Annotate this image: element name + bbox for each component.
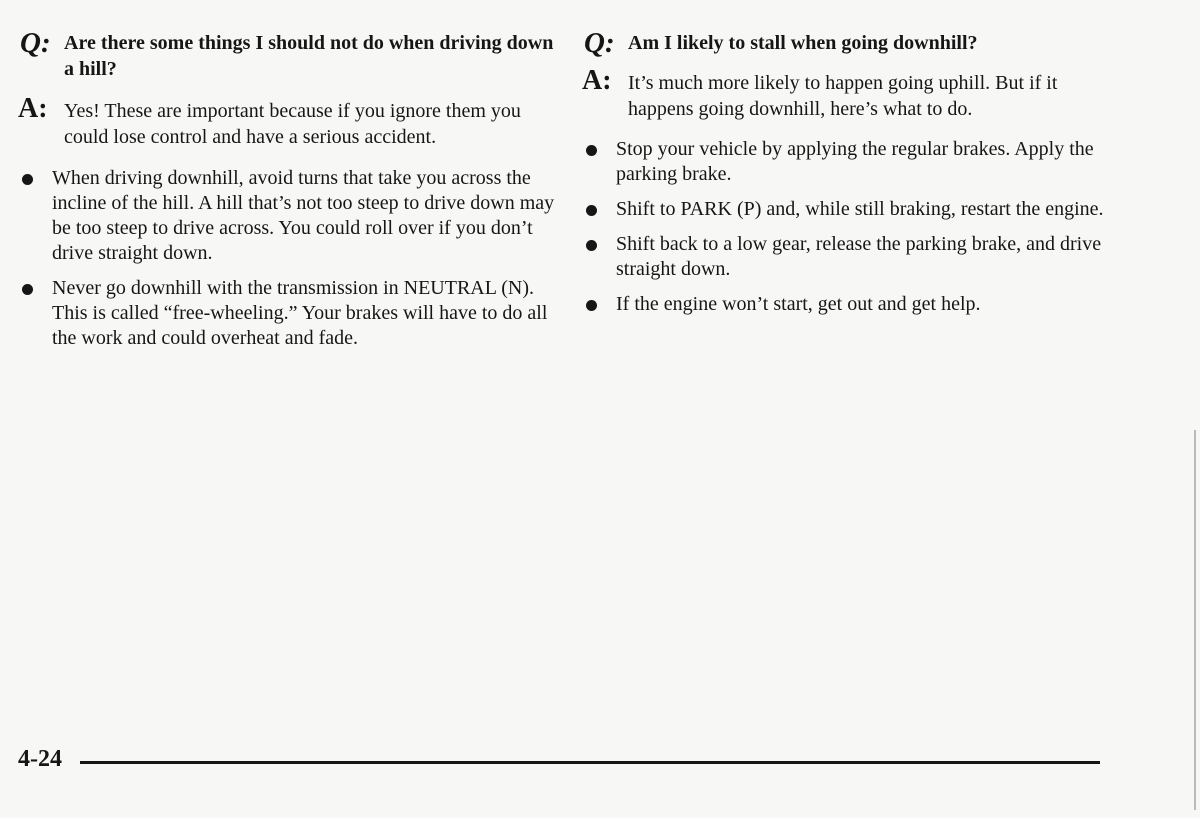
question-block: [18, 27, 558, 82]
page-footer: [18, 744, 1100, 774]
bullet-icon: [586, 300, 597, 311]
left-column: [18, 27, 558, 361]
bullet-item: [582, 232, 1122, 282]
bullet-text: If the engine won’t start, get out and get help.: [616, 293, 981, 315]
bullet-item: [582, 197, 1122, 222]
bullet-item: [582, 137, 1122, 187]
page-number: 4-24: [18, 746, 62, 772]
answer-marker: A:: [18, 93, 48, 124]
bullet-list: [582, 137, 1122, 317]
question-block: [582, 27, 1122, 59]
answer-block: [18, 93, 558, 150]
right-column: [582, 27, 1122, 327]
bullet-item: [18, 166, 558, 266]
question-text: Are there some things I should not do when driving down a hill?: [64, 32, 554, 80]
answer-text: Yes! These are important because if you ignore them you could lose control and have a serious accident.: [64, 100, 521, 148]
bullet-icon: [586, 145, 597, 156]
question-marker: Q:: [20, 27, 51, 59]
bullet-text: Stop your vehicle by applying the regular brakes. Apply the parking brake.: [616, 138, 1094, 185]
bullet-icon: [586, 240, 597, 251]
answer-marker: A:: [582, 65, 612, 96]
bullet-text: When driving downhill, avoid turns that take you across the incline of the hill. A hill that’s not too steep to drive down may be too steep to drive across. You could roll over if you don’t drive straight down.: [52, 167, 555, 264]
bullet-text: Shift back to a low gear, release the parking brake, and drive straight down.: [616, 233, 1102, 280]
answer-text: It’s much more likely to happen going uphill. But if it happens going downhill, here’s what to do.: [628, 72, 1058, 120]
scan-edge-mark: [1194, 430, 1196, 810]
bullet-text: Never go downhill with the transmission in NEUTRAL (N). This is called “free-wheeling.” Your brakes will have to do all the work and could overheat and fade.: [52, 277, 548, 349]
question-marker: Q:: [584, 27, 615, 59]
bullet-icon: [22, 284, 33, 295]
bullet-text: Shift to PARK (P) and, while still braking, restart the engine.: [616, 198, 1104, 220]
bullet-icon: [22, 174, 33, 185]
bullet-item: [582, 292, 1122, 317]
bullet-list: [18, 166, 558, 351]
bullet-item: [18, 276, 558, 351]
footer-rule: [80, 761, 1100, 764]
question-text: Am I likely to stall when going downhill?: [628, 32, 978, 54]
bullet-icon: [586, 205, 597, 216]
answer-block: [582, 65, 1122, 122]
